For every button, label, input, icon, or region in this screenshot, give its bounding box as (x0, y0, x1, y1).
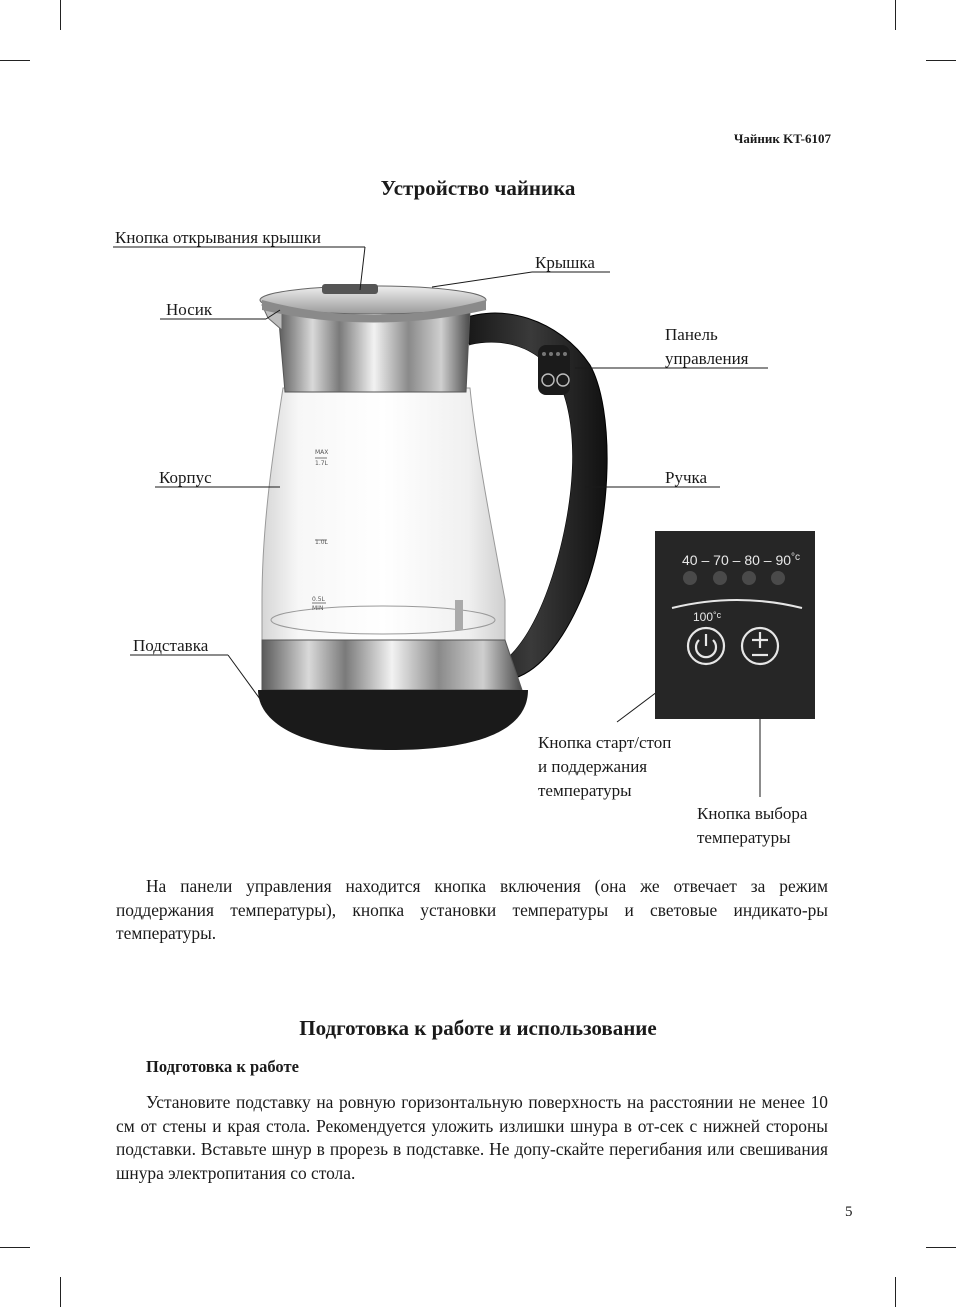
intro-paragraph (116, 875, 828, 946)
panel-temp-70: 70 (713, 552, 729, 568)
mid-volume: 1.0L (315, 539, 328, 546)
panel-temps: $40 - 70 - 80 - 90^{^\circ c}$ (682, 552, 801, 568)
running-header: Чайник KT-6107 (733, 131, 831, 146)
label-start-stop-3: температуры (538, 781, 632, 800)
section-subheading: Подготовка к работе (146, 1057, 299, 1076)
lid-button (322, 284, 378, 294)
section-paragraph-text: Установите подставку на ровную горизонтальную поверхность на расстоянии не менее 10 см от стены и края стола. Рекомендуется уложить излишки шнура в от-сек с нижней стороны подставки. Вставьте шнур в прорезь в подставке. Не допу-скайте перегибания или свешивания шнура электропитания со стола. (116, 1092, 828, 1183)
panel-temp-40: 40 (682, 552, 698, 568)
max-mark: MAX (315, 449, 329, 456)
label-temp-select-2: температуры (697, 828, 791, 847)
diagram-title: Устройство чайника (380, 176, 576, 200)
label-temp-select-1: Кнопка выбора (697, 804, 808, 823)
max-volume: 1.7L (315, 460, 328, 467)
panel-boil-value: 100 (693, 610, 714, 624)
label-lid-button: Кнопка открывания крышки (115, 228, 321, 247)
panel-boil-unit: °c (713, 610, 722, 620)
min-volume: 0.5L (312, 596, 325, 603)
handle-control-panel (538, 345, 570, 395)
label-start-stop-1: Кнопка старт/стоп (538, 733, 672, 752)
min-mark: MIN (312, 605, 324, 612)
intro-paragraph-text: На панели управления находится кнопка включения (она же отвечает за режим поддержания температуры), кнопка установки температуры и световые индикато-ры температуры. (116, 876, 828, 943)
label-control-panel-2: управления (665, 349, 749, 368)
label-lid: Крышка (535, 253, 595, 272)
page-number: 5 (845, 1204, 853, 1220)
panel-temp-80: 80 (744, 552, 760, 568)
label-start-stop-2: и поддержания (538, 757, 648, 776)
label-base: Подставка (133, 636, 209, 655)
section-title: Подготовка к работе и использование (299, 1016, 657, 1040)
label-handle: Ручка (665, 468, 708, 487)
panel-boil (693, 610, 721, 624)
kettle-stand (258, 690, 528, 750)
label-spout: Носик (166, 300, 213, 319)
label-control-panel-1: Панель (665, 325, 718, 344)
section-paragraph (116, 1091, 828, 1185)
label-body: Корпус (159, 468, 212, 487)
kettle-base-band (262, 640, 522, 690)
panel-temp-unit: °c (791, 552, 801, 563)
panel-temp-90: 90 (775, 552, 792, 568)
